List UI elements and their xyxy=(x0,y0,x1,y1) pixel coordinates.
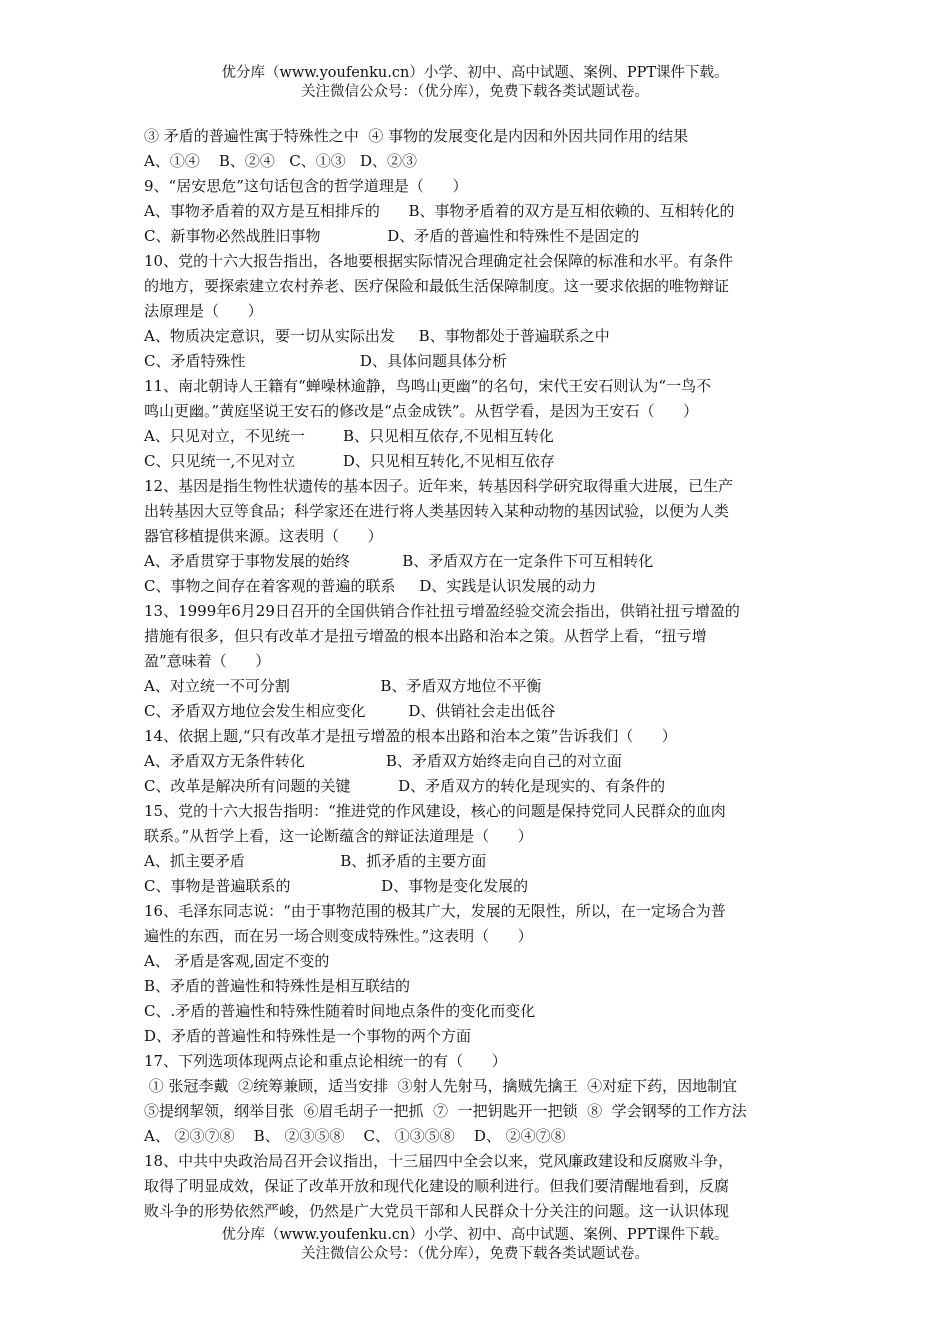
text-line: C、矛盾特殊性 D、具体问题具体分析 xyxy=(144,352,507,370)
question-9: 9、“居安思危”这句话包含的哲学道理是（ ） xyxy=(144,177,468,195)
text-line: A、抓主要矛盾 B、抓矛盾的主要方面 xyxy=(144,852,487,870)
question-12: 12、基因是指生物性状遗传的基本因子。近年来，转基因科学研究取得重大进展，已生产 xyxy=(144,477,734,495)
text-line: 盈”意味着（ ） xyxy=(144,652,271,670)
text-line: 取得了明显成效，保证了改革开放和现代化建设的顺利进行。但我们要清醒地看到，反腐 xyxy=(144,1177,730,1195)
header-line-1: 优分库（www.youfenku.cn）小学、初中、高中试题、案例、PPT课件下载。 xyxy=(221,65,729,81)
text-line: 鸣山更幽。”黄庭坚说王安石的修改是“点金成铁”。从哲学看，是因为王安石（ ） xyxy=(144,402,699,420)
question-18: 18、中共中央政治局召开会议指出，十三届四中全会以来，党风廉政建设和反腐败斗争， xyxy=(144,1152,734,1170)
text-line: C、新事物必然战胜旧事物 D、矛盾的普遍性和特殊性不是固定的 xyxy=(144,227,640,245)
text-line: C、.矛盾的普遍性和特殊性随着时间地点条件的变化而变化 xyxy=(144,1002,536,1020)
question-15: 15、党的十六大报告指明：“推进党的作风建设，核心的问题是保持党同人民群众的血肉 xyxy=(144,802,726,820)
text-line: A、矛盾贯穿于事物发展的始终 B、矛盾双方在一定条件下可互相转化 xyxy=(144,552,654,570)
text-line: 的地方，要探索建立农村养老、医疗保险和最低生活保障制度。这一要求依据的唯物辩证 xyxy=(144,277,730,295)
header-line-2: 关注微信公众号：（优分库），免费下载各类试题试卷。 xyxy=(301,84,649,100)
text-line: A、 矛盾是客观,固定不变的 xyxy=(144,952,330,970)
text-line: 败斗争的形势依然严峻，仍然是广大党员干部和人民群众十分关注的问题。这一认识体现 xyxy=(144,1202,730,1220)
text-line: B、矛盾的普遍性和特殊性是相互联结的 xyxy=(144,977,411,995)
text-line: ③ 矛盾的普遍性寓于特殊性之中 ④ 事物的发展变化是内因和外因共同作用的结果 xyxy=(144,127,689,145)
text-line: C、事物之间存在着客观的普遍的联系 D、实践是认识发展的动力 xyxy=(144,577,597,595)
text-line: A、矛盾双方无条件转化 B、矛盾双方始终走向自己的对立面 xyxy=(144,752,622,770)
text-line: ⑤提纲挈领，纲举目张 ⑥眉毛胡子一把抓 ⑦ 一把钥匙开一把锁 ⑧ 学会钢琴的工作方法 xyxy=(144,1102,747,1120)
text-line: A、 ②③⑦⑧ B、 ②③⑤⑧ C、 ①③⑤⑧ D、 ②④⑦⑧ xyxy=(144,1127,566,1145)
text-line: A、只见对立，不见统一 B、只见相互依存,不见相互转化 xyxy=(144,427,554,445)
text-line: D、矛盾的普遍性和特殊性是一个事物的两个方面 xyxy=(144,1027,472,1045)
question-16: 16、毛泽东同志说：“由于事物范围的极其广大，发展的无限性，所以，在一定场合为普 xyxy=(144,902,726,920)
question-11: 11、南北朝诗人王籍有“蝉噪林逾静，鸟鸣山更幽”的名句，宋代王安石则认为“一鸟不 xyxy=(144,377,712,395)
text-line: 出转基因大豆等食品；科学家还在进行将人类基因转入某种动物的基因试验，以便为人类 xyxy=(144,502,730,520)
text-line: A、对立统一不可分割 B、矛盾双方地位不平衡 xyxy=(144,677,542,695)
text-line: A、物质决定意识，要一切从实际出发 B、事物都处于普遍联系之中 xyxy=(144,327,610,345)
text-line: A、事物矛盾着的双方是互相排斥的 B、事物矛盾着的双方是互相依赖的、互相转化的 xyxy=(144,202,735,220)
text-line: A、①④ B、②④ C、①③ D、②③ xyxy=(144,152,418,170)
question-10: 10、党的十六大报告指出，各地要根据实际情况合理确定社会保障的标准和水平。有条件 xyxy=(144,252,734,270)
text-line: 器官移植提供来源。这表明（ ） xyxy=(144,527,383,545)
footer-line-1: 优分库（www.youfenku.cn）小学、初中、高中试题、案例、PPT课件下载。 xyxy=(221,1227,729,1243)
question-13: 13、1999年6月29日召开的全国供销合作社扭亏增盈经验交流会指出，供销社扭亏增盈的 xyxy=(144,602,740,620)
text-line: C、只见统一,不见对立 D、只见相互转化,不见相互依存 xyxy=(144,452,555,470)
text-line: C、事物是普遍联系的 D、事物是变化发展的 xyxy=(144,877,529,895)
text-line: 措施有很多，但只有改革才是扭亏增盈的根本出路和治本之策。从哲学上看，“扭亏增 xyxy=(144,627,707,645)
text-line: 法原理是（ ） xyxy=(144,302,263,320)
page-header xyxy=(0,64,950,102)
question-17: 17、下列选项体现两点论和重点论相统一的有（ ） xyxy=(144,1052,507,1070)
exam-body xyxy=(144,124,808,1224)
footer-line-2: 关注微信公众号：（优分库），免费下载各类试题试卷。 xyxy=(301,1246,649,1262)
text-line: 遍性的东西，而在另一场合则变成特殊性。”这表明（ ） xyxy=(144,927,533,945)
text-line: 联系。”从哲学上看，这一论断蕴含的辩证法道理是（ ） xyxy=(144,827,533,845)
text-line: C、矛盾双方地位会发生相应变化 D、供销社会走出低谷 xyxy=(144,702,556,720)
page-footer xyxy=(0,1226,950,1264)
question-14: 14、依据上题,“只有改革才是扭亏增盈的根本出路和治本之策”告诉我们（ ） xyxy=(144,727,677,745)
text-line: ① 张冠李戴 ②统筹兼顾，适当安排 ③射人先射马，擒贼先擒王 ④对症下药，因地制宜 xyxy=(144,1077,738,1095)
text-line: C、改革是解决所有问题的关键 D、矛盾双方的转化是现实的、有条件的 xyxy=(144,777,666,795)
